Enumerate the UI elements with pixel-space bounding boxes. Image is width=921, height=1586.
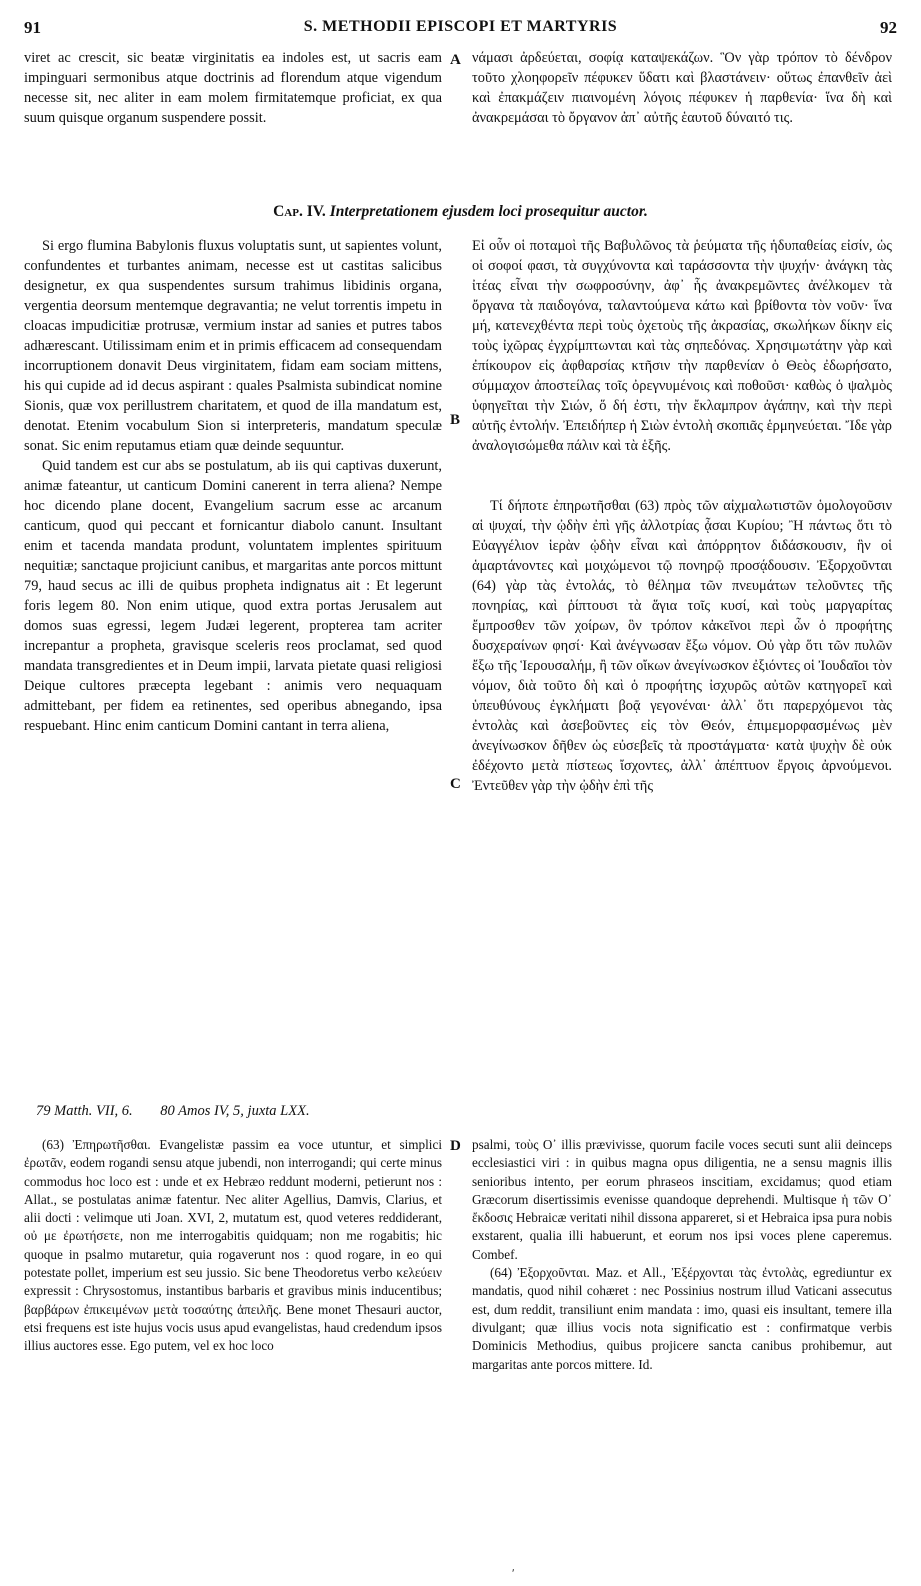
page-header <box>20 18 901 42</box>
chapter-number: Cap. IV. <box>273 203 326 220</box>
section-marker-a: A <box>450 52 461 68</box>
latin-top-continuation <box>24 48 442 196</box>
notes-left-column <box>24 1136 442 1356</box>
latin-top-text: viret ac crescit, sic beatæ virginitatis ea indoles est, ut sacris eam impinguari sermonibus atque doctrinis ad florendum atque vigendum necesse sit, nec aliter in eam molem firmitatemque proficiat, ex qua suum quisque organum suspendere possit. <box>24 50 442 126</box>
greek-top-text: νάμασι ἀρδεύεται, σοφίᾳ καταψεκάζων. Ὃν γὰρ τρόπον τὸ δένδρον τοῦτο χλοηφορεῖν πέφυκεν ὕδατι καὶ βλαστάνειν· οὕτως ἐπανθεῖν ἀεὶ καὶ ἐπακμάζειν πιαινομένη λόγοις πέφυκεν ἡ παρθενία· ἵνα δὴ καὶ ἀνακρεμάσαι τὸ ὄργανον ἀπ᾽ αὐτῆς ἑαυτοῦ δύναιτό τις. <box>472 50 892 126</box>
latin-paragraph-1: Si ergo flumina Babylonis fluxus voluptatis sunt, ut sapientes volunt, confundentes et turbantes animam, necesse est ut castitas salicibus designetur, ex qua suspendentes sursum trahimus libidinis organa, vergentia deorsum mentemque degravantia; ne velut torrentis impetu in cloacas impudicitiæ protrusæ, vermium instar ad sanies et putres tabos adhærescant. Utilissimam enim et in primis efficacem ad consequendam incorruptionem donavit Deus virginitatem, fidam eam sociam mittens, his qui cupide ad id decus aspirant : quales Psalmista subindicat nomine Sionis, quæ vox perillustrem charitatem, et quod de illa mandatum est, denotat. Etenim vocabulum Sion si interpreteris, mandatum speculæ sonat. Sic enim reputamus etiam quæ deinde sequuntur. <box>24 238 442 454</box>
section-marker-d: D <box>450 1138 461 1154</box>
greek-paragraph-2: Τί δήποτε ἐπηρωτῆσθαι (63) πρὸς τῶν αἰχμαλωτιστῶν ὁμολογοῦσιν αἱ ψυχαί, τὴν ᾠδὴν ἐπὶ γῆς ἀλλοτρίας ᾆσαι Κυρίου; Ἢ πάντως ὅτι τὸ Εὐαγγέλιον ἱερὰν ᾠδὴν εἶναι καὶ ἀπόρρητον διδάσκουσιν, ἣν οἱ ἁμαρτάνοντες καὶ μοιχώμενοι τῷ πονηρῷ προσᾴδουσιν. Ἐξορχοῦνται (64) γὰρ τὰς ἐντολάς, τὸ θέλημα τῶν πνευμάτων τελοῦντες τῆς πονηρίας, καὶ ῥίπτουσι τὰ ἅγια τοῖς κυσί, καὶ τοὺς μαργαρίτας ἔμπροσθεν τῶν χοίρων, ὃν τρόπον κἀκεῖνοι περὶ ὧν ὁ προφήτης δυσχεραίνων φησί· Καὶ ἀνέγνωσαν ἔξω νόμον. Οὐ γὰρ ὅτι τῶν πυλῶν ἔξω τῆς Ἱερουσαλήμ, ἢ τῶν οἴκων ἀνεγίνωσκον ἐξιόντες οἱ Ἰουδαῖοι τὸν νόμον, διὰ τοῦτο δὴ καὶ ὁ προφήτης ἰσχυρῶς αὐτῶν κατηγορεῖ καὶ ὑπευθύνους ἐγκλήματι βοᾷ γεγονέναι· ἀλλ᾽ ὅτι παρερχόμενοι τὰς ἐντολὰς καὶ ἀσεβοῦντες εἰς τὸν Θεόν, ἐπιμεμορφασμένως μὲν ἀνεγίνωσκον δῆθεν ὡς εὐσεβεῖς τὰ προστάγματα· κατὰ ψυχὴν δὲ οὐκ ἐδέχοντο μετὰ πίστεως ἴσχοντες, ἀλλ᾽ ἀπέπτυον ἔργοις ἀρνούμενοι. Ἐντεῦθεν γὰρ τὴν ᾠδὴν ἐπὶ τῆς <box>472 498 892 794</box>
greek-top-continuation <box>472 48 892 196</box>
chapter-title: Interpretationem ejusdem loci prosequitur auctor. <box>329 203 648 220</box>
bottom-mark: ʹ <box>512 1566 515 1580</box>
footnote-80: 80 Amos IV, 5, juxta LXX. <box>160 1103 310 1119</box>
greek-column <box>472 236 892 796</box>
section-marker-b: B <box>450 412 461 428</box>
page-number-right: 92 <box>880 18 897 37</box>
greek-paragraph-1: Εἰ οὖν οἱ ποταμοὶ τῆς Βαβυλῶνος τὰ ῥεύματα τῆς ἡδυπαθείας εἰσίν, ὡς οἱ σοφοί φασι, τὰ συγχύνοντα καὶ ταράσσοντα τὴν ψυχήν· ἀνάγκη τὰς ἰτέας εἶναι τὴν σωφροσύνην, ἀφ᾽ ἧς ἀνακρεμῶντες ἀνέλκομεν τὰ ὄργανα τὰ παιδογόνα, ταλαντούμενα κάτω καὶ βρίθοντα τὸν νοῦν· ἵνα μή, κατενεχθέντα περὶ τοὺς ὀχετοὺς τῆς ἀκρασίας, σκωλήκων δίκην εἰς τοὺς ἰχῶρας ἐγχρίμπτωνται καὶ τὰς σηπεδόνας. Χρησιμωτάτην γὰρ καὶ ἐπίκουρον εἰς ἀφθαρσίας κτῆσιν τὴν παρθενίαν ὁ Θεὸς ἐδωρήσατο, σύμμαχον ἀποστείλας τοῖς ὀρεγνυμένοις καὶ ποθοῦσι· καθὼς ὁ ψαλμὸς ὑφηγεῖται τὴν Σιών, ὅ δή ἐστι, τὴν ἔκλαμπρον ἀγάπην, καὶ τὴν περὶ αὐτῆς ἐντολήν. Ἐπειδήπερ ἡ Σιὼν ἐντολὴ σκοπιᾶς ἑρμηνεύεται. Ἴδε γὰρ ἀναλογισώμεθα πάλιν καὶ τὰ ἑξῆς. <box>472 238 892 454</box>
latin-column <box>24 236 442 736</box>
notes-right-column <box>472 1136 892 1374</box>
running-title: S. METHODII EPISCOPI ET MARTYRIS <box>303 18 618 35</box>
chapter-heading <box>20 203 901 221</box>
note-63-continued: psalmi, τοὺς Ο᾽ illis prævivisse, quorum facile voces secuti sunt alii deinceps ecclesiastici viri : in quibus magna opus diligentia, ne a sensu magnis illis senioribus intento, per eorum phraseos inscitiam, excidamus; quod etiam Græcorum disertissimis evenisse quandoque deprehendi. Multisque ἡ τῶν Ο᾽ ἔκδοσις Hebraicæ veritati nihil dissona appareret, si et Hebraica ipsa pura nobis exstarent, qualia illi habuerunt, et eorum nos ipsi voces plene caperemus. Combef. <box>472 1137 892 1262</box>
latin-paragraph-2: Quid tandem est cur abs se postulatum, ab iis qui captivas duxerunt, animæ fateantur, ut canticum Domini canerent in terra aliena? Nempe hoc dicendo plane docent, Evangelium sacrum esse ac arcanum canticum, quod qui peccant et fornicantur diabolo canunt. Insultant enim et tacenda mandata produnt, voluntatem implentes spirituum nequitiæ; sanctaque projiciunt canibus, et margaritas ante porcos mittunt 79, haud secus ac illi de quibus propheta indignatus ait : Et legerunt foris legem 80. Non enim utique, quod extra portas Jerusalem aut domos suas egressi, legem Judæi legerent, propterea tam acriter increpantur a propheta, gravisque sceleris reos proclamat, sed quod mandata transgredientes et in Deum impii, larvata pietate quasi religiosi Deique cultores præcepta legebant : animis vero nequaquam admittebant, per fidem ea retinentes, sed operibus abnegando, ipsa respuebant. Hinc enim canticum Domini cantant in terra aliena, <box>24 458 442 734</box>
footnote-79: 79 Matth. VII, 6. <box>36 1103 133 1119</box>
note-63: (63) Ἐπηρωτῆσθαι. Evangelistæ passim ea voce utuntur, et simplici ἐρωτᾶν, eodem rogandi sensu atque jubendi, non interrogandi; qui certe minus commodus hoc loco est : unde et ex Hebræo reddunt moderni, petierunt nos : Allat., se postulatas animæ fatentur. Nec aliter Agellius, Damvis, Clarius, et alii docti : velimque uti Joan. XVI, 2, mutatum est, quod veteres reddiderant, οὐ με ἐρωτήσετε, non me interrogabitis quidquam; non me rogabitis; hic quoque in psalmo mutaretur, quia rogaverunt nos : quod rogare, in eo qui potestate pollet, imperium est seu jussio. Sic bene Theodoretus verbo κελεύειν expressit : Chrysostomus, instantibus barbaris et gravibus minis inducentibus; βαρβάρων ἐπικειμένων μετὰ τοσαύτης ἀπειλῆς. Bene monet Thesauri auctor, etsi frequens est iste hujus vocis usus apud evangelistas, haud credendum ipsos illius auctores esse. Ego putem, vel ex hoc loco <box>24 1137 442 1354</box>
note-64: (64) Ἐξορχοῦνται. Maz. et All., Ἐξέρχονται τὰς ἐντολὰς, egrediuntur ex mandatis, quod nihil cohæret : nec Possinius nostrum illud Vaticani assecutus est, dum reddit, transiliunt enim mandata : imo, quasi eis insultant, temere illa divulgant; quæ illius vocis nota significatio est : confirmatque verbis Dominicis Methodius, quibus projicere sancta canibus prohibemur, aut margaritas ante porcos mittere. Id. <box>472 1265 892 1372</box>
page-number-left: 91 <box>24 18 41 37</box>
section-marker-c: C <box>450 776 461 792</box>
scripture-footnotes <box>36 1103 636 1120</box>
